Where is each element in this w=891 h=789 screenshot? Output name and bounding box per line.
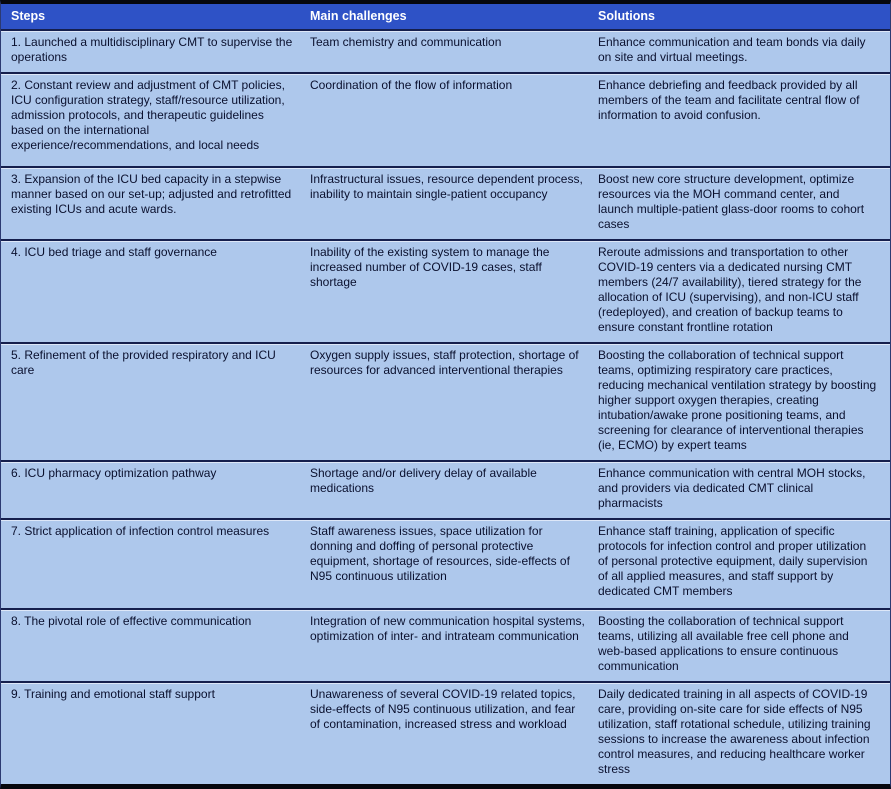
cell-steps: 6. ICU pharmacy optimization pathway xyxy=(11,466,217,480)
cell-solutions: Reroute admissions and transportation to other COVID-19 centers via a dedicated nursing CMT members (24/7 availability), tiered strategy for the allocation of ICU (supervising), and non-ICU staff (redeployed), and creation of backup teams to ensure constant frontline rotation xyxy=(598,245,862,334)
cell-main-challenges: Infrastructural issues, resource dependent process, inability to maintain single-patient occupancy xyxy=(310,172,583,201)
table-row xyxy=(1,518,890,608)
table-row xyxy=(1,681,890,784)
cell-main-challenges: Coordination of the flow of information xyxy=(310,78,513,92)
table-row xyxy=(1,239,890,342)
cell-main-challenges: Staff awareness issues, space utilization for donning and doffing of personal protective equipment, shortage of resources, side-effects of N95 continuous utilization xyxy=(310,524,570,583)
cell-steps: 4. ICU bed triage and staff governance xyxy=(11,245,217,259)
cell-main-challenges: Team chemistry and communication xyxy=(310,35,502,49)
table-row xyxy=(1,608,890,681)
cell-steps: 1. Launched a multidisciplinary CMT to supervise the operations xyxy=(11,35,293,64)
column-header-solutions: Solutions xyxy=(598,9,655,23)
cell-steps: 7. Strict application of infection control measures xyxy=(11,524,270,538)
cell-main-challenges: Inability of the existing system to manage the increased number of COVID-19 cases, staff shortage xyxy=(310,245,550,289)
table-header-row xyxy=(1,4,890,31)
cell-main-challenges: Integration of new communication hospital systems, optimization of inter- and intrateam communication xyxy=(310,614,585,643)
cell-steps: 9. Training and emotional staff support xyxy=(11,687,215,701)
cell-steps: 8. The pivotal role of effective communication xyxy=(11,614,252,628)
cell-steps: 5. Refinement of the provided respiratory and ICU care xyxy=(11,348,276,377)
table-row xyxy=(1,342,890,460)
table-row xyxy=(1,166,890,239)
cell-solutions: Boosting the collaboration of technical support teams, optimizing respiratory care practices, reducing mechanical ventilation strategy by boosting higher support oxygen therapies, creating intubation/awake prone positioning teams, and screening for clearance of interventional therapies (ie, ECMO) by expert teams xyxy=(598,348,877,452)
column-header-steps: Steps xyxy=(11,9,46,23)
cell-solutions: Enhance staff training, application of specific protocols for infection control and proper utilization of personal protective equipment, daily supervision of all applied measures, and staff support by dedicated CMT members xyxy=(598,524,868,598)
cell-solutions: Boosting the collaboration of technical support teams, utilizing all available free cell phone and web-based applications to ensure continuous communication xyxy=(598,614,849,673)
cell-solutions: Enhance communication with central MOH stocks, and providers via dedicated CMT clinical pharmacists xyxy=(598,466,866,510)
table-body xyxy=(1,31,890,784)
cell-main-challenges: Unawareness of several COVID-19 related topics, side-effects of N95 continuous utilization, and fear of contamination, increased stress and workload xyxy=(310,687,576,731)
cell-steps: 3. Expansion of the ICU bed capacity in a stepwise manner based on our set-up; adjusted and retrofitted existing ICUs and acute wards. xyxy=(11,172,292,216)
table-row xyxy=(1,31,890,72)
cell-solutions: Enhance communication and team bonds via daily on site and virtual meetings. xyxy=(598,35,866,64)
cell-solutions: Daily dedicated training in all aspects of COVID-19 care, providing on-site care for side effects of N95 utilization, staff rotational schedule, utilizing training sessions to increase the awareness about infection control measures, and reducing healthcare worker stress xyxy=(598,687,871,776)
table-row xyxy=(1,460,890,518)
column-header-main-challenges: Main challenges xyxy=(310,9,407,23)
cell-solutions: Enhance debriefing and feedback provided by all members of the team and facilitate central flow of information to avoid confusion. xyxy=(598,78,860,122)
table-row xyxy=(1,72,890,166)
cell-main-challenges: Shortage and/or delivery delay of available medications xyxy=(310,466,537,495)
cell-steps: 2. Constant review and adjustment of CMT policies, ICU configuration strategy, staff/resource utilization, admission protocols, and therapeutic guidelines based on the international experience/recommendations, and local needs xyxy=(11,78,285,152)
cell-main-challenges: Oxygen supply issues, staff protection, shortage of resources for advanced interventional therapies xyxy=(310,348,579,377)
cell-solutions: Boost new core structure development, optimize resources via the MOH command center, and launch multiple-patient glass-door rooms to cohort cases xyxy=(598,172,865,231)
